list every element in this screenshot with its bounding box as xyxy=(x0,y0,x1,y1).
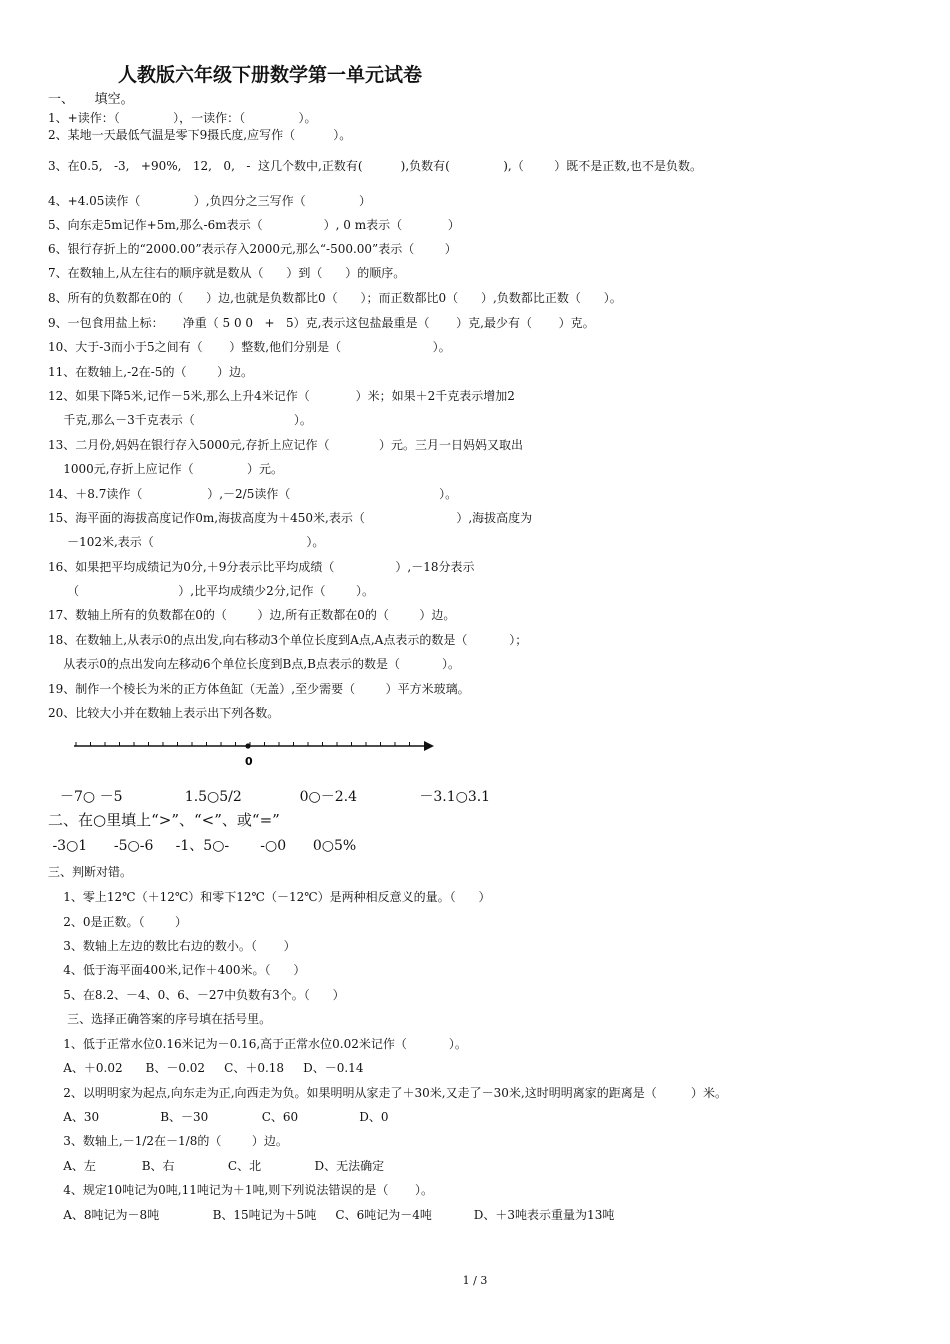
fill-line-22: 18、在数轴上,从表示0的点出发,向右移动3个单位长度到A点,A点表示的数是（ ）； xyxy=(48,633,528,647)
fill-line-9: 9、一包食用盐上标： 净重（ 5 0 0 + 5）克,表示这包盐最重是（ ）克,最少有（ ）克。 xyxy=(48,316,595,330)
judge-line-13: 4、规定10吨记为0吨,11吨记为＋1吨,则下列说法错误的是（ ）。 xyxy=(48,1183,434,1197)
fill-line-4: 4、+4.05读作（ ）,负四分之三写作（ ） xyxy=(48,194,372,208)
section-2-row: -3○1 -5○-6 -1、5○- -○0 0○5% xyxy=(48,838,357,854)
fill-line-2: 2、某地一天最低气温是零下9摄氏度,应写作（ ）。 xyxy=(48,128,352,142)
judge-line-0: 三、判断对错。 xyxy=(48,865,133,879)
origin-dot xyxy=(245,743,250,748)
judge-line-6: 三、选择正确答案的序号填在括号里。 xyxy=(48,1012,272,1026)
fill-line-19: 16、如果把平均成绩记为0分,＋9分表示比平均成绩（ ）,－18分表示 xyxy=(48,560,475,574)
fill-line-6: 6、银行存折上的“2000.00”表示存入2000元,那么“-500.00”表示（ ） xyxy=(48,242,457,256)
fill-line-15: 1000元,存折上应记作（ ）元。 xyxy=(48,462,284,476)
judge-line-10: A、30 B、－30 C、60 D、0 xyxy=(48,1110,389,1124)
fill-line-25: 20、比较大小并在数轴上表示出下列各数。 xyxy=(48,706,280,720)
fill-line-14: 13、二月份,妈妈在银行存入5000元,存折上应记作（ ）元。三月一日妈妈又取出 xyxy=(48,438,524,452)
fill-line-1: 1、+读作：（ ），一读作：（ ）。 xyxy=(48,111,317,125)
fill-line-21: 17、数轴上所有的负数都在0的（ ）边,所有正数都在0的（ ）边。 xyxy=(48,608,456,622)
judge-line-5: 5、在8.2、－4、0、6、－27中负数有3个。（ ） xyxy=(48,988,345,1002)
fill-line-0: 一、 填空。 xyxy=(48,92,134,107)
fill-line-16: 14、＋8.7读作（ ）,－2/5读作（ ）。 xyxy=(48,487,458,501)
judge-line-2: 2、0是正数。（ ） xyxy=(48,915,188,929)
page-footer: 1 / 3 xyxy=(462,1274,488,1287)
origin-label: 0 xyxy=(245,755,253,768)
judge-line-11: 3、数轴上,－1/2在－1/8的（ ）边。 xyxy=(48,1134,288,1148)
fill-line-7: 7、在数轴上,从左往右的顺序就是数从（ ）到（ ）的顺序。 xyxy=(48,266,406,280)
arrow-head-icon xyxy=(424,741,434,751)
section-2-title: 二、在○里填上“>”、“<”、或“=” xyxy=(48,811,280,829)
judge-line-4: 4、低于海平面400米,记作＋400米。（ ） xyxy=(48,963,306,977)
judge-line-14: A、8吨记为－8吨 B、15吨记为＋5吨 C、6吨记为－4吨 D、＋3吨表示重量为13吨 xyxy=(48,1208,615,1222)
fill-line-5: 5、向东走5m记作+5m,那么-6m表示（ ）, 0 m表示（ ） xyxy=(48,218,460,232)
fill-line-10: 10、大于-3而小于5之间有（ ）整数,他们分别是（ ）。 xyxy=(48,340,451,354)
judge-line-9: 2、以明明家为起点,向东走为正,向西走为负。如果明明从家走了＋30米,又走了－30米,这时明明离家的距离是（ ）米。 xyxy=(48,1086,728,1100)
judge-line-3: 3、数轴上左边的数比右边的数小。（ ） xyxy=(48,939,296,953)
number-line-svg xyxy=(74,738,444,770)
judge-line-12: A、左 B、右 C、北 D、无法确定 xyxy=(48,1159,385,1173)
fill-line-20: （ ）,比平均成绩少2分,记作（ ）。 xyxy=(48,584,375,598)
fill-line-23: 从表示0的点出发向左移动6个单位长度到B点,B点表示的数是（ ）。 xyxy=(48,657,460,671)
fill-line-3: 3、在0.5, -3, +90%, 12, 0, - 这几个数中,正数有( ),负数有( ),（ ）既不是正数,也不是负数。 xyxy=(48,159,703,173)
fill-line-11: 11、在数轴上,-2在-5的（ ）边。 xyxy=(48,365,253,379)
fill-line-24: 19、制作一个棱长为米的正方体鱼缸（无盖）,至少需要（ ）平方米玻璃。 xyxy=(48,682,470,696)
judge-line-7: 1、低于正常水位0.16米记为－0.16,高于正常水位0.02米记作（ ）。 xyxy=(48,1037,467,1051)
compare-row: －7○ －5 1.5○5/2 0○－2.4 －3.1○3.1 xyxy=(60,789,491,805)
number-line xyxy=(74,738,444,774)
judge-line-1: 1、零上12℃（＋12℃）和零下12℃（－12℃）是两种相反意义的量。（ ） xyxy=(48,890,491,904)
judge-line-8: A、＋0.02 B、－0.02 C、＋0.18 D、－0.14 xyxy=(48,1061,364,1075)
fill-line-17: 15、海平面的海拔高度记作0m,海拔高度为＋450米,表示（ ）,海拔高度为 xyxy=(48,511,533,525)
fill-line-12: 12、如果下降5米,记作－5米,那么上升4米记作（ ）米；如果＋2千克表示增加2 xyxy=(48,389,515,403)
page-title: 人教版六年级下册数学第一单元试卷 xyxy=(118,64,423,86)
fill-line-18: －102米,表示（ ）。 xyxy=(48,535,325,549)
fill-line-13: 千克,那么－3千克表示（ ）。 xyxy=(48,413,312,427)
fill-line-8: 8、所有的负数都在0的（ ）边,也就是负数都比0（ ）；而正数都比0（ ）,负数都比正数（ ）。 xyxy=(48,291,622,305)
